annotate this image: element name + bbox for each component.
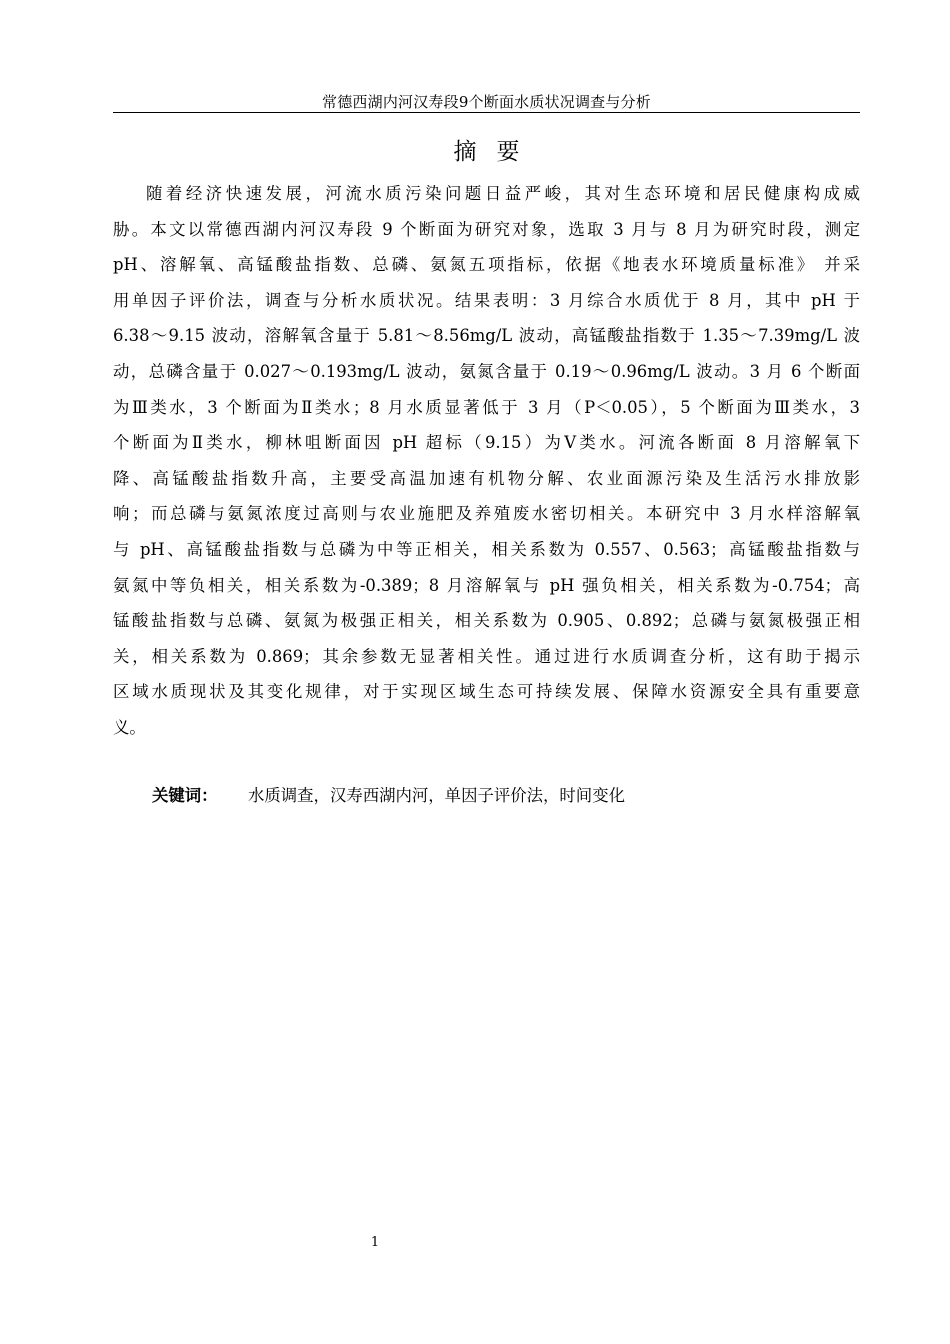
abstract-line: 与 pH、高锰酸盐指数与总磷为中等正相关，相关系数为 0.557、0.563；高锰酸盐指数与 — [113, 539, 860, 559]
abstract-line: 6.38～9.15 波动，溶解氧含量于 5.81～8.56mg/L 波动，高锰酸盐指数于 1.35～7.39mg/L 波 — [113, 326, 860, 346]
running-header: 常德西湖内河汉寿段9个断面水质状况调查与分析 — [322, 93, 651, 111]
abstract-line: 响；而总磷与氨氮浓度过高则与农业施肥及养殖废水密切相关。本研究中 3 月水样溶解氧 — [113, 504, 860, 524]
abstract-heading — [113, 134, 860, 170]
header-rule — [113, 112, 860, 113]
abstract-line: 关，相关系数为 0.869；其余参数无显著相关性。通过进行水质调查分析，这有助于揭示 — [113, 646, 860, 666]
abstract-line: 随着经济快速发展，河流水质污染问题日益严峻，其对生态环境和居民健康构成威 — [146, 184, 860, 203]
abstract-line: pH、溶解氧、高锰酸盐指数、总磷、氨氮五项指标，依据《地表水环境质量标准》 并采 — [113, 255, 860, 275]
keywords-row — [152, 778, 625, 814]
abstract-line: 氨氮中等负相关，相关系数为-0.389；8 月溶解氧与 pH 强负相关，相关系数为-0.754；高 — [113, 575, 860, 595]
abstract-line: 降、高锰酸盐指数升高，主要受高温加速有机物分解、农业面源污染及生活污水排放影 — [113, 468, 860, 488]
abstract-line: 义。 — [113, 717, 146, 737]
abstract-line: 动，总磷含量于 0.027～0.193mg/L 波动，氨氮含量于 0.19～0.96mg/L 波动。3 月 6 个断面 — [113, 361, 860, 381]
abstract-heading-char-2: 要 — [496, 139, 520, 165]
keywords-value: 水质调查，汉寿西湖内河，单因子评价法，时间变化 — [248, 786, 625, 805]
page-number: 1 — [370, 1235, 380, 1250]
abstract-line: 个断面为Ⅱ类水，柳林咀断面因 pH 超标（9.15）为Ⅴ类水。河流各断面 8 月溶解氧下 — [113, 433, 860, 453]
abstract-line: 为Ⅲ类水，3 个断面为Ⅱ类水；8 月水质显著低于 3 月（P＜0.05），5 个断面为Ⅲ类水，3 — [113, 397, 860, 417]
abstract-line: 用单因子评价法，调查与分析水质状况。结果表明：3 月综合水质优于 8 月，其中 pH 于 — [113, 290, 860, 310]
abstract-line: 区域水质现状及其变化规律，对于实现区域生态可持续发展、保障水资源安全具有重要意 — [113, 682, 860, 702]
abstract-heading-char-1: 摘 — [453, 139, 477, 165]
abstract-line: 锰酸盐指数与总磷、氨氮为极强正相关，相关系数为 0.905、0.892；总磷与氨氮极强正相 — [113, 611, 860, 631]
abstract-line: 胁。本文以常德西湖内河汉寿段 9 个断面为研究对象，选取 3 月与 8 月为研究时段，测定 — [113, 219, 860, 239]
keywords-label: 关键词： — [152, 786, 218, 805]
abstract-body — [113, 176, 860, 746]
